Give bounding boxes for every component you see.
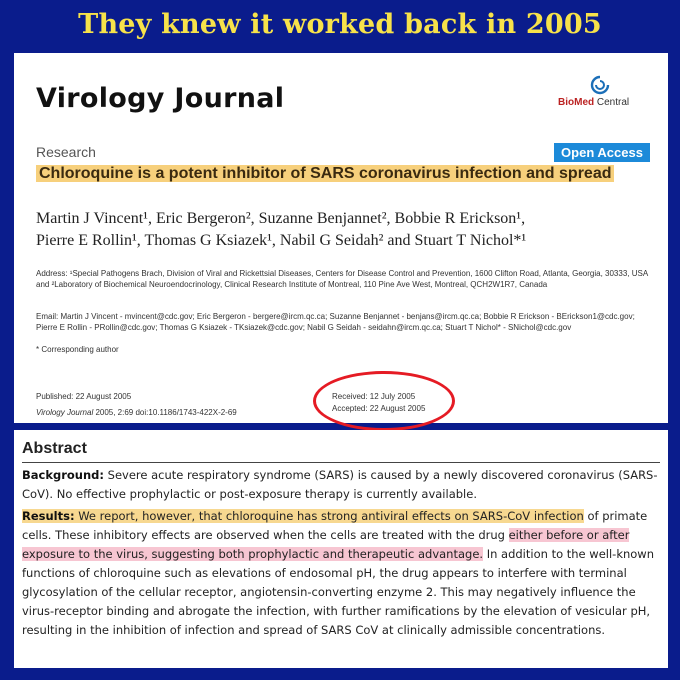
- accepted-date: Accepted: 22 August 2005: [332, 404, 426, 413]
- highlighted-title: Chloroquine is a potent inhibitor of SARS coronavirus infection and spread: [36, 165, 614, 182]
- abstract-divider: [22, 462, 660, 463]
- open-access-badge: Open Access: [554, 143, 650, 162]
- results-paragraph: Results: We report, however, that chloroquine has strong antiviral effects on SARS-CoV infection of primate cells. These inhibitory effects are observed when the cells are treated with the drug either before or after exposure to the virus, suggesting both prophylactic and therapeutic advantage. In addition to the well-known functions of chloroquine such as elevations of endosomal pH, the drug appears to interfere with terminal glycosylation of the cellular receptor, angiotensin-converting enzyme 2. This may negatively influence the virus-receptor binding and abrogate the infection, with further ramifications by the elevation of vesicular pH, resulting in the inhibition of infection and spread of SARS CoV at clinically admissible concentrations.: [22, 509, 654, 637]
- received-date: Received: 12 July 2005: [332, 392, 416, 401]
- abstract-body: [22, 466, 662, 643]
- citation: Virology Journal 2005, 2:69 doi:10.1186/1743-422X-2-69: [36, 408, 237, 417]
- article-section: Research: [36, 144, 96, 160]
- abstract-panel: [14, 430, 668, 668]
- bmc-logo-icon: [590, 75, 610, 95]
- background-paragraph: Background: Severe acute respiratory syndrome (SARS) is caused by a newly discovered coronavirus (SARS-CoV). No effective prophylactic or post-exposure therapy is currently available.: [22, 468, 658, 501]
- results-highlight-yellow: We report, however, that chloroquine has strong antiviral effects on SARS-CoV infection: [74, 509, 584, 523]
- date-annotation-circle: [313, 371, 455, 431]
- journal-name: Virology Journal: [36, 83, 285, 114]
- authors-line-2: Pierre E Rollin¹, Thomas G Ksiazek¹, Nabil G Seidah² and Stuart T Nichol*¹: [36, 232, 527, 249]
- author-emails: Email: Martin J Vincent - mvincent@cdc.gov; Eric Bergeron - bergere@ircm.qc.ca; Suzanne Benjannet - benjans@ircm.qc.ca; Bobbie R Erickson - BErickson1@cdc.gov; Pierre E Rollin - PRollin@cdc.gov; Thomas G Ksiazek - TKsiazek@cdc.gov; Nabil G Seidah - seidahn@ircm.qc.ca; Stuart T Nichol* - SNichol@cdc.gov: [36, 312, 635, 332]
- publisher-logo: [558, 75, 642, 115]
- author-address: Address: ¹Special Pathogens Brach, Division of Viral and Rickettsial Diseases, Centers for Disease Control and Prevention, 1600 Clifton Road, Atlanta, Georgia, 30333, USA and ²Laboratory of Biochemical Neuroendocrinology, Clinical Research Institute of Montreal, 110 Pine Ave West, Montreal, QCH2W1R7, Canada: [36, 269, 648, 289]
- author-list: [36, 208, 656, 252]
- article-title: [36, 163, 656, 185]
- banner-title: They knew it worked back in 2005: [78, 9, 602, 40]
- corresponding-note: * Corresponding author: [36, 345, 119, 354]
- authors-line-1: Martin J Vincent¹, Eric Bergeron², Suzanne Benjannet², Bobbie R Erickson¹,: [36, 210, 526, 227]
- results-highlight-pink: either before or after exposure to the virus, suggesting both prophylactic and therapeutic advantage.: [22, 528, 630, 561]
- paper-header: [14, 53, 668, 423]
- published-date: Published: 22 August 2005: [36, 392, 132, 401]
- publisher-name: BioMed Central: [558, 97, 630, 108]
- abstract-heading: Abstract: [22, 440, 87, 457]
